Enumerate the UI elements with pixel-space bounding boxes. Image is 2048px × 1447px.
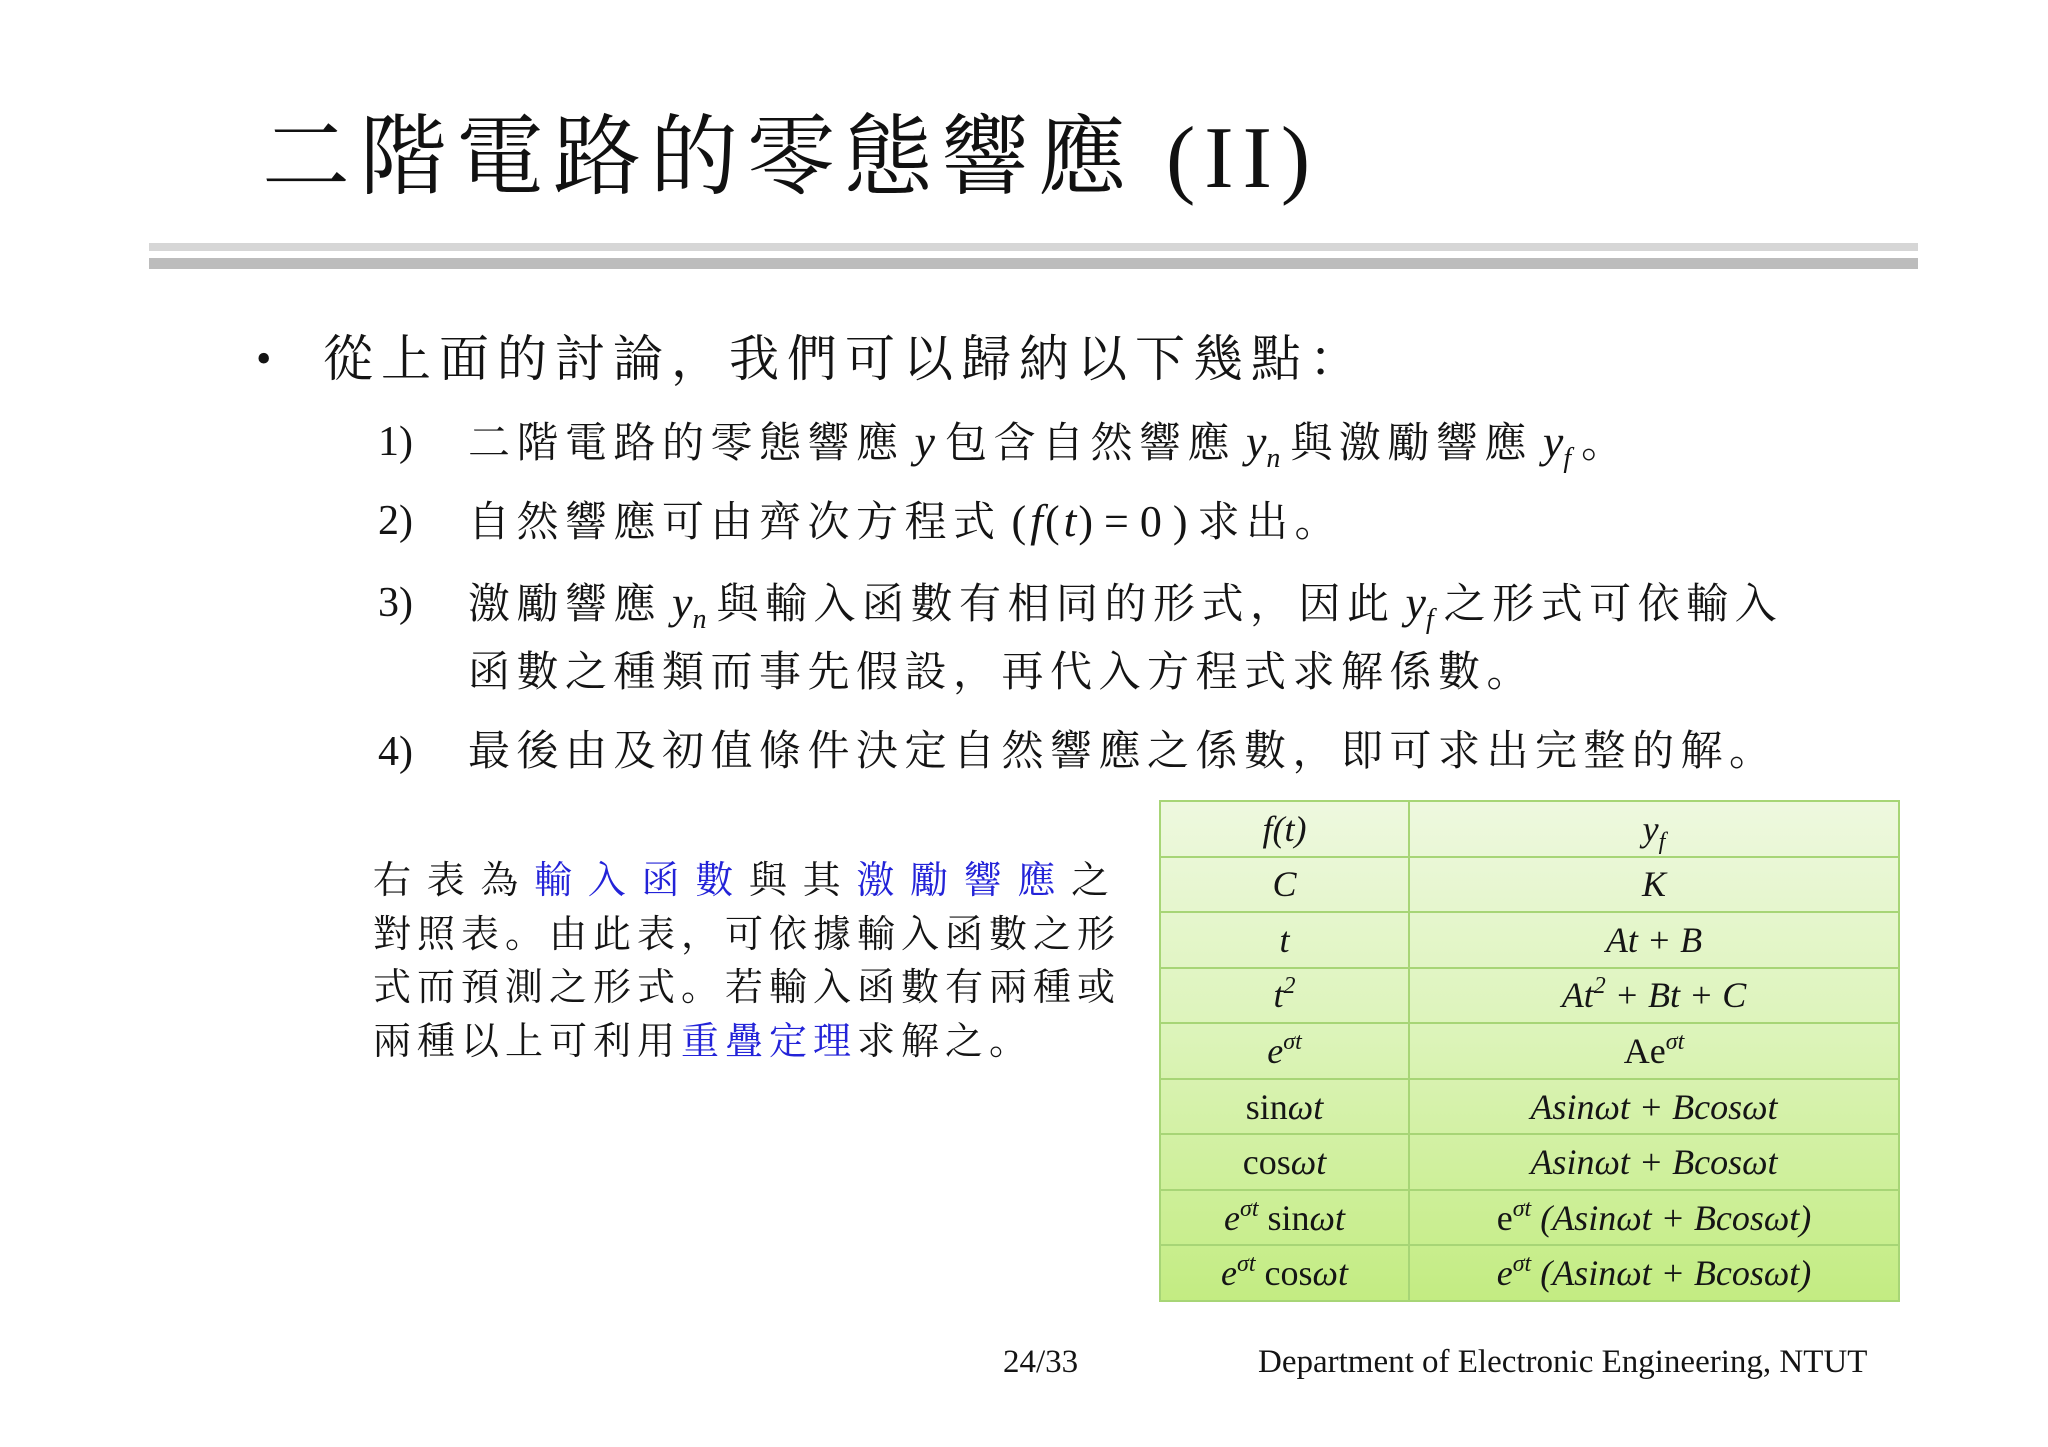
- math-subscript: n: [692, 604, 707, 635]
- math-variable: y: [672, 577, 693, 628]
- math-expression: ) = 0 ): [1078, 497, 1188, 546]
- title-divider-dark: [149, 258, 1918, 269]
- cell-text: sin: [1258, 1197, 1310, 1238]
- math-paren: (: [1011, 497, 1027, 546]
- item-number: 4): [378, 729, 413, 775]
- highlight-term: 重疊定理: [681, 1020, 858, 1063]
- input-cell: [1160, 1023, 1409, 1079]
- math-subscript: f: [1563, 443, 1572, 474]
- cell-superscript: σt: [1240, 1195, 1259, 1222]
- cell-superscript: σt: [1512, 1195, 1532, 1222]
- text-segment: 包含自然響應: [944, 421, 1236, 467]
- cell-text: At + B: [1605, 919, 1703, 960]
- text-segment: 之: [1071, 860, 1125, 902]
- response-cell: [1409, 1190, 1899, 1246]
- cell-text: K: [1641, 864, 1666, 905]
- cell-text: cos: [1242, 1142, 1291, 1183]
- table-row: [1160, 1245, 1899, 1301]
- cell-text: ωt: [1287, 1086, 1324, 1127]
- cell-superscript: σt: [1512, 1251, 1532, 1278]
- math-variable: t: [1063, 495, 1077, 546]
- response-cell: [1409, 912, 1899, 968]
- cell-superscript: σt: [1237, 1251, 1256, 1278]
- note-line-4: [373, 1016, 1125, 1070]
- forced-response-table: [1159, 800, 1900, 1302]
- text-segment: 。: [1581, 421, 1630, 467]
- response-cell: [1409, 1134, 1899, 1190]
- cell-text: ωt: [1312, 1253, 1348, 1294]
- input-cell: [1160, 912, 1409, 968]
- cell-superscript: 2: [1593, 973, 1606, 1000]
- text-segment: 自然響應可由齊次方程式: [468, 500, 1002, 546]
- note-line-2: 對照表。由此表，可依據輸入函數之形: [373, 913, 1122, 956]
- list-item-3-continuation: [378, 645, 1878, 701]
- text-segment: 之形式可依輸入: [1443, 582, 1784, 628]
- note-line-3: 式而預測之形式。若輸入函數有兩種或: [373, 967, 1122, 1009]
- math-subscript: n: [1266, 443, 1281, 474]
- list-item-1: [378, 414, 1878, 474]
- cell-text: e: [1496, 1253, 1513, 1294]
- math-variable: y: [1405, 577, 1426, 628]
- input-cell: [1160, 857, 1409, 913]
- cell-text: (Asinωt + Bcosωt): [1531, 1197, 1812, 1238]
- input-cell: [1160, 1079, 1409, 1135]
- cell-text: ωt: [1290, 1142, 1327, 1183]
- cell-text: t: [1279, 919, 1290, 960]
- item-text: [468, 575, 1783, 648]
- item-text: [468, 414, 1630, 487]
- cell-superscript: σt: [1665, 1028, 1685, 1055]
- cell-text: (Asinωt + Bcosωt): [1531, 1253, 1812, 1294]
- cell-text: cos: [1255, 1253, 1313, 1294]
- footer-department: Department of Electronic Engineering, NTUT: [1258, 1344, 1868, 1380]
- item-number: 1): [378, 419, 413, 465]
- item-number: 2): [378, 498, 413, 544]
- cell-text: Asinωt + Bcosωt: [1530, 1086, 1778, 1127]
- math-variable: y: [1245, 416, 1267, 467]
- text-segment: 激勵響應: [468, 582, 663, 628]
- math-paren: (: [1044, 497, 1060, 546]
- list-item-4: [378, 724, 1878, 780]
- response-cell: [1409, 1079, 1899, 1135]
- cell-text: t: [1273, 975, 1284, 1016]
- cell-text: e: [1267, 1030, 1284, 1071]
- cell-text: Ae: [1623, 1030, 1666, 1071]
- math-variable: y: [914, 416, 935, 467]
- input-cell: [1160, 968, 1409, 1024]
- text-segment: 右表為: [373, 860, 535, 902]
- cell-text: e: [1221, 1253, 1238, 1294]
- table-header-row: [1160, 801, 1899, 857]
- response-cell: [1409, 1245, 1899, 1301]
- title-divider-light: [149, 243, 1918, 251]
- list-item-3: [378, 575, 1878, 635]
- table-row: [1160, 1023, 1899, 1079]
- cell-text: sin: [1245, 1086, 1288, 1127]
- cell-text: C: [1272, 864, 1297, 905]
- list-item-2: [378, 493, 1878, 549]
- text-segment: 與其: [748, 860, 857, 902]
- table-row: [1160, 1079, 1899, 1135]
- item-text: 函數之種類而事先假設，再代入方程式求解係數。: [468, 650, 1536, 696]
- bullet-icon: •: [256, 334, 272, 383]
- input-cell: [1160, 1190, 1409, 1246]
- table-row: [1160, 1190, 1899, 1246]
- cell-text: f(t): [1262, 808, 1307, 849]
- cell-superscript: 2: [1283, 973, 1296, 1000]
- intro-text: 從上面的討論，我們可以歸納以下幾點：: [323, 331, 1367, 387]
- input-cell: [1160, 1134, 1409, 1190]
- cell-text: e: [1224, 1197, 1241, 1238]
- highlight-term: 輸入函數: [534, 860, 749, 902]
- table-row: [1160, 857, 1899, 913]
- note-line-1: [373, 855, 1125, 909]
- cell-subscript: f: [1658, 828, 1666, 855]
- highlight-term: 激勵響應: [856, 860, 1072, 902]
- math-variable: y: [1542, 416, 1564, 467]
- table-row: [1160, 912, 1899, 968]
- text-segment: 求解之。: [857, 1020, 1034, 1063]
- text-segment: 與輸入函數有相同的形式，因此: [716, 582, 1396, 628]
- math-variable: f: [1030, 495, 1043, 546]
- text-segment: 求出。: [1197, 500, 1344, 546]
- response-cell: [1409, 1023, 1899, 1079]
- response-cell: [1409, 857, 1899, 913]
- response-cell: [1409, 968, 1899, 1024]
- cell-text: y: [1642, 808, 1659, 849]
- table-note: [373, 855, 1125, 1069]
- table-row: [1160, 1134, 1899, 1190]
- item-number: 3): [378, 580, 413, 626]
- slide-title: 二階電路的零態響應 (II): [262, 110, 1320, 207]
- cell-text: At: [1561, 975, 1594, 1016]
- cell-text: e: [1496, 1197, 1513, 1238]
- header-input-function: [1160, 801, 1409, 857]
- page-number: 24/33: [1003, 1344, 1079, 1380]
- text-segment: 與激勵響應: [1290, 421, 1533, 467]
- cell-text: Asinωt + Bcosωt: [1530, 1142, 1778, 1183]
- cell-text: + Bt + C: [1605, 975, 1747, 1016]
- math-subscript: f: [1425, 604, 1434, 635]
- item-text: [468, 493, 1343, 551]
- cell-text: ωt: [1309, 1197, 1345, 1238]
- input-cell: [1160, 1245, 1409, 1301]
- text-segment: 兩種以上可利用: [373, 1020, 682, 1063]
- table-row: [1160, 968, 1899, 1024]
- text-segment: 二階電路的零態響應: [468, 421, 905, 467]
- item-text: 最後由及初值條件決定自然響應之係數，即可求出完整的解。: [468, 729, 1778, 775]
- header-forced-response: [1409, 801, 1899, 857]
- cell-superscript: σt: [1283, 1028, 1302, 1055]
